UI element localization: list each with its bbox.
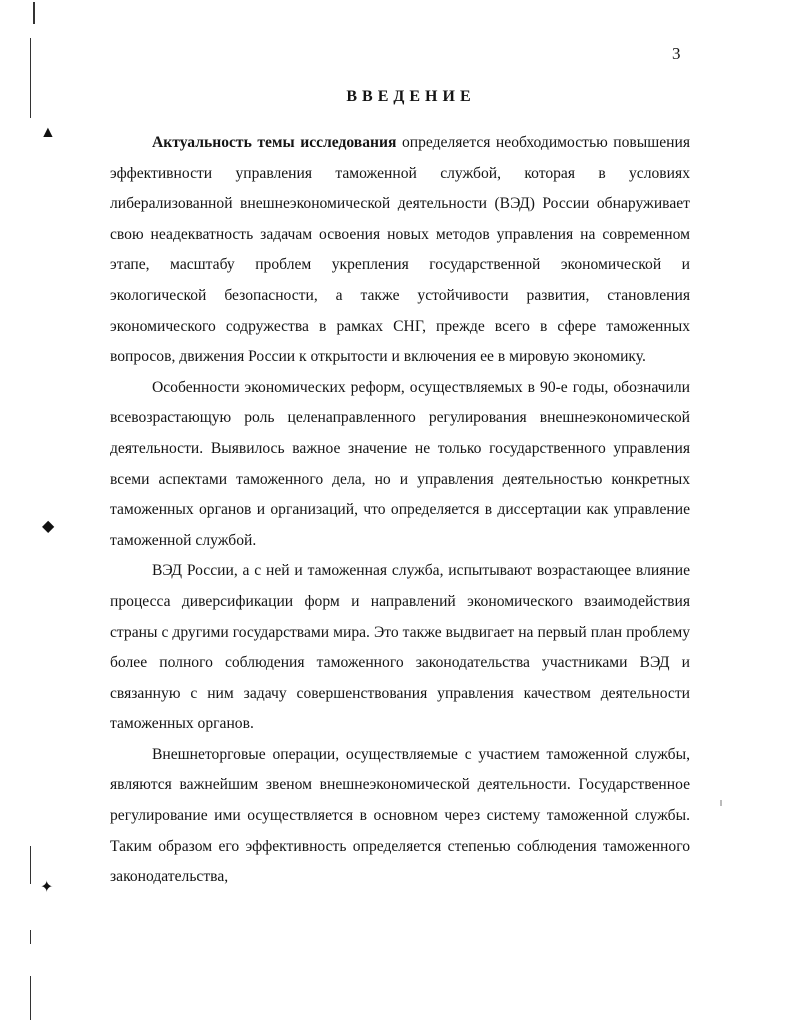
paragraph-text: определяется необходимостью повышения эффективности управления таможенной службой, которая в условиях либерализованной внешнеэкономической деятельности (ВЭД) России обнаруживает свою неадекватность задачам освоения новых методов управления на современном этапе, масштабу проблем укрепления государственной экономической и экологической безопасности, а также устойчивости развития, становления экономического содружества в рамках СНГ, прежде всего в сфере таможенных вопросов, движения России к открытости и включения ее в мировую экономику.: [110, 134, 690, 366]
paragraph-text: ВЭД России, а с ней и таможенная служба, испытывают возрастающее влияние процесса диверсификации форм и направлений экономического взаимодействия страны с другими государствами мира. Это также выдвигает на первый план проблему более полного соблюдения таможенного законодательства участниками ВЭД и связанную с ним задачу совершенствования управления качеством деятельности таможенных органов.: [110, 562, 690, 733]
paragraph-lead: Актуальность темы исследования: [152, 134, 397, 151]
body-text: [110, 128, 690, 893]
paragraph: [110, 128, 690, 373]
punch-hole-mark: ◆: [42, 518, 55, 535]
paragraph: [110, 556, 690, 740]
paragraph-text: Внешнеторговые операции, осуществляемые с участием таможенной службы, являются важнейшим звеном внешнеэкономической деятельности. Государственное регулирование ими осуществляется в основном через систему таможенной службы. Таким образом его эффективность определяется степенью соблюдения таможенного законодательства,: [110, 745, 690, 886]
paragraph: [110, 373, 690, 557]
scan-edge-line: [30, 930, 31, 944]
page-number: 3: [672, 44, 681, 63]
punch-hole-mark: ▲: [40, 124, 56, 141]
page-title: ВВЕДЕНИЕ: [346, 88, 476, 105]
scan-edge-line: [30, 38, 31, 118]
paragraph-text: Особенности экономических реформ, осуществляемых в 90-е годы, обозначили всевозрастающую роль целенаправленного регулирования внешнеэкономической деятельности. Выявилось важное значение не только государственного управления всеми аспектами таможенного дела, но и управления деятельностью конкретных таможенных органов и организаций, что определяется в диссертации как управление таможенной службой.: [110, 378, 690, 549]
punch-hole-mark: ✦: [40, 879, 54, 896]
scan-edge-line: [30, 976, 31, 1020]
paragraph: [110, 740, 690, 893]
scan-speck: [720, 800, 722, 806]
scan-edge-line: [30, 846, 31, 884]
scan-edge-line: [33, 2, 35, 24]
